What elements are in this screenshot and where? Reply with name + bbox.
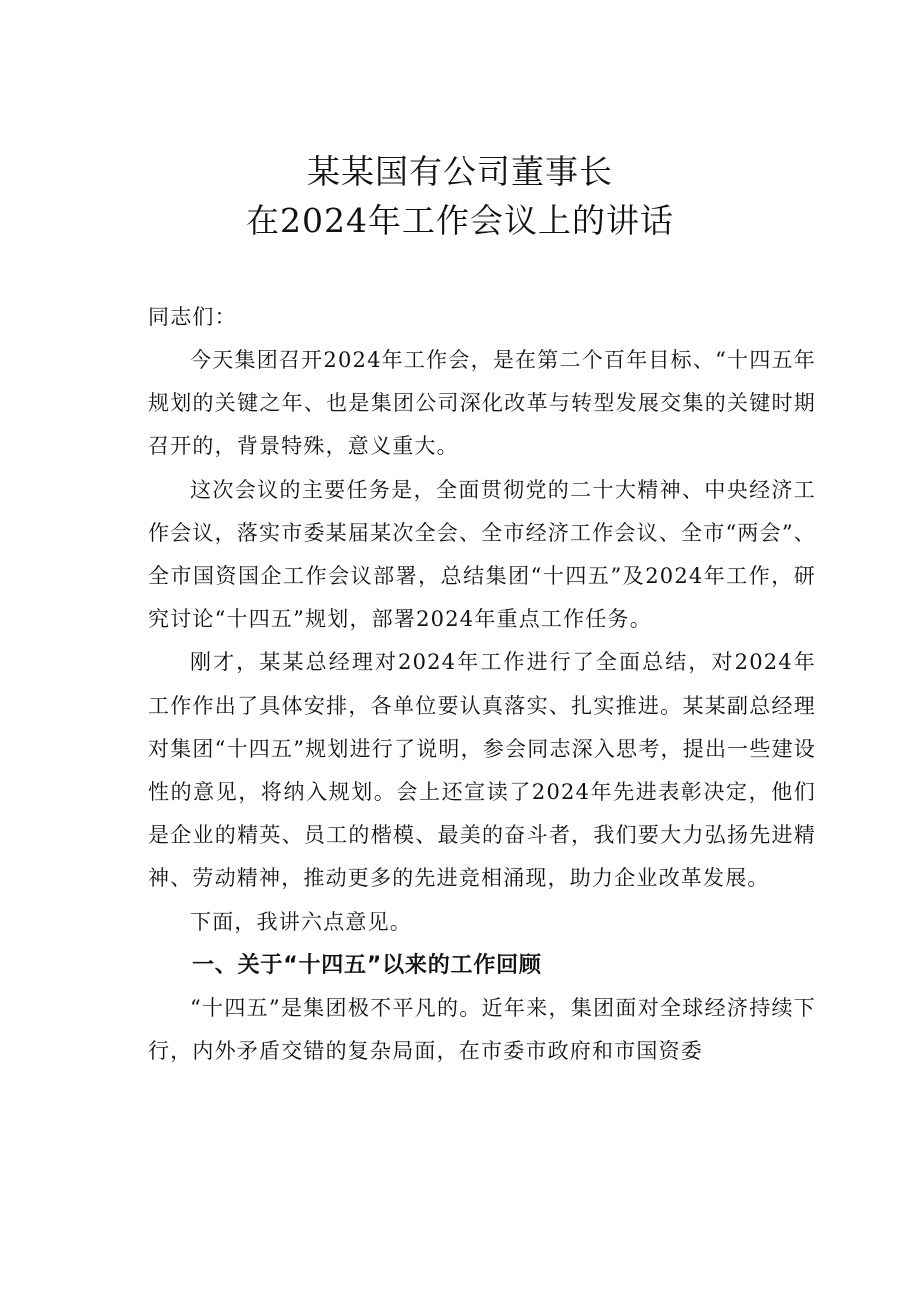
- document-title-line-1: 某某国有公司董事长: [307, 152, 613, 191]
- speech-body: [148, 339, 816, 1073]
- paragraph-section-1: “十四五”是集团极不平凡的。近年来，集团面对全球经济持续下行，内外矛盾交错的复杂局面，在市委市政府和市国资委: [148, 996, 816, 1064]
- salutation: 同志们：: [148, 305, 237, 329]
- paragraph-transition: 下面，我讲六点意见。: [190, 909, 412, 934]
- paragraph-review: 刚才，某某总经理对2024年工作进行了全面总结，对2024年工作作出了具体安排，各单位要认真落实、扎实推进。某某副总经理对集团“十四五”规划进行了说明，参会同志深入思考，提出一些建设性的意见，将纳入规划。会上还宣读了2024年先进表彰决定，他们是企业的精英、员工的楷模、最美的奋斗者，我们要大力弘扬先进精神、劳动精神，推动更多的先进竞相涌现，助力企业改革发展。: [148, 650, 816, 891]
- paragraph-tasks: 这次会议的主要任务是，全面贯彻党的二十大精神、中央经济工作会议，落实市委某届某次全会、全市经济工作会议、全市“两会”、全市国资国企工作会议部署，总结集团“十四五”及2024年工作，研究讨论“十四五”规划，部署2024年重点工作任务。: [148, 477, 816, 632]
- paragraph-opening: 今天集团召开2024年工作会，是在第二个百年目标、“十四五年规划的关键之年、也是集团公司深化改革与转型发展交集的关键时期召开的，背景特殊，意义重大。: [148, 348, 816, 459]
- section-heading: 一、关于“十四五”以来的工作回顾: [192, 952, 542, 978]
- document-title-line-2: 在2024年工作会议上的讲话: [246, 201, 674, 240]
